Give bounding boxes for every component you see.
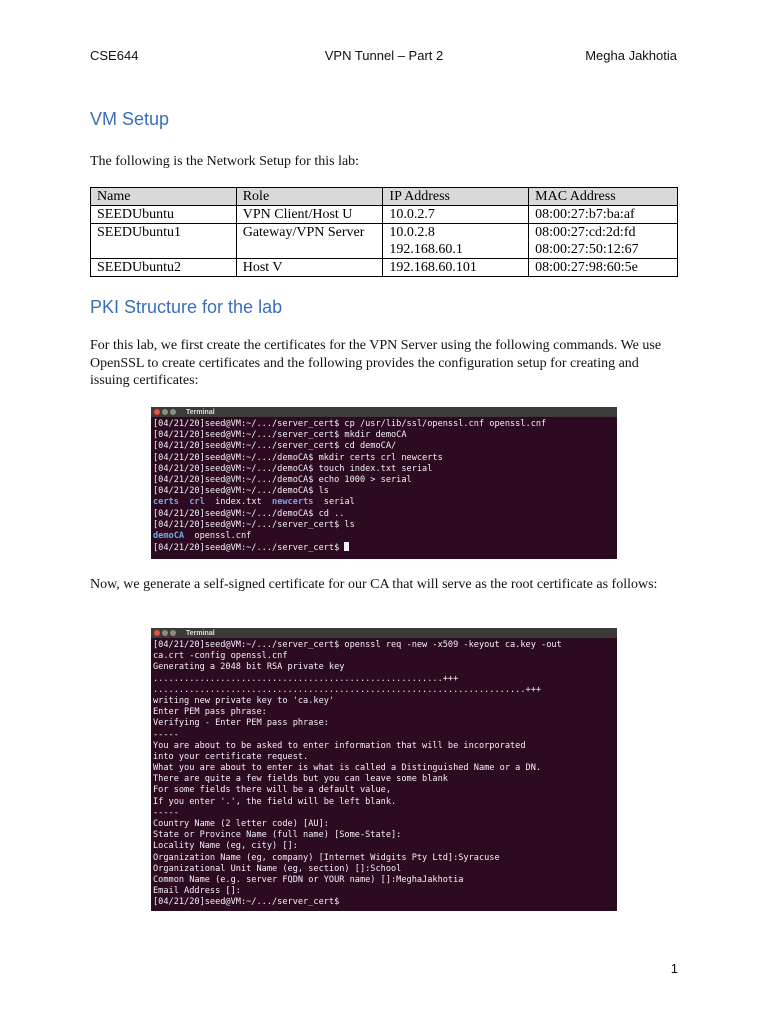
terminal-text: What you are about to enter is what is called a Distinguished Name or a DN. [153,763,542,774]
cell-mac-address-line: 08:00:27:98:60:5e [535,260,638,275]
terminal-line [153,808,615,819]
terminal-text: Email Address []: [153,886,241,897]
terminal-text: openssl.cnf [184,530,252,541]
cell-mac-address [529,259,678,277]
minimize-icon [162,630,168,636]
terminal-text: Organization Name (eg, company) [Internet Widgits Pty Ltd]:Syracuse [153,852,500,863]
cell-role: Host V [236,259,383,277]
terminal-window-ca [151,628,617,911]
maximize-icon [170,630,176,636]
terminal-text: [04/21/20]seed@VM:~/.../server_cert$ mkdir demoCA [153,430,407,441]
cell-name: SEEDUbuntu1 [91,224,237,259]
terminal-line [153,819,615,830]
terminal-text: [04/21/20]seed@VM:~/.../demoCA$ ls [153,486,329,497]
terminal-text [179,497,189,507]
terminal-line [153,520,615,531]
maximize-icon [170,409,176,415]
close-icon [154,630,160,636]
page-number: 1 [670,961,678,976]
terminal-text: [04/21/20]seed@VM:~/.../demoCA$ mkdir certs crl newcerts [153,452,443,463]
directory-name: newcerts [272,497,314,508]
pki-intro-paragraph: For this lab, we first create the certificates for the VPN Server using the following commands. We use OpenSSL to create certificates and the following provides the configuration setup for creating and issuing certificates: [90,338,662,388]
terminal-line [153,774,615,785]
terminal-line [153,464,615,475]
header-author: Megha Jakhotia [585,48,677,63]
terminal-line [153,497,615,508]
terminal-text: ----- [153,807,179,818]
section-heading-vm-setup: VM Setup [90,109,170,129]
terminal-text: writing new private key to 'ca.key' [153,695,335,706]
terminal-line [153,674,615,685]
terminal-output [151,417,617,553]
terminal-text: [04/21/20]seed@VM:~/.../server_cert$ ls [153,519,355,530]
terminal-text: [04/21/20]seed@VM:~/.../server_cert$ openssl req -new -x509 -keyout ca.key -out [153,640,562,650]
cell-ip-address [383,224,529,259]
terminal-line [153,662,615,673]
terminal-text: [04/21/20]seed@VM:~/.../server_cert$ [153,543,345,554]
section-heading-pki: PKI Structure for the lab [90,297,283,317]
cell-ip-address-line: 10.0.2.7 [389,207,435,222]
terminal-text: [04/21/20]seed@VM:~/.../server_cert$ cp /usr/lib/ssl/openssl.cnf openssl.cnf [153,419,547,429]
terminal-line [153,841,615,852]
cell-ip-address-line: 10.0.2.8 [389,225,435,240]
table-row [91,224,678,259]
terminal-line [153,897,615,908]
terminal-line [153,763,615,774]
terminal-line [153,685,615,696]
terminal-window-setup [151,407,617,559]
terminal-text: ........................................................................+++ [153,684,542,695]
terminal-text: There are quite a few fields but you can leave some blank [153,774,448,785]
cell-ip-address [383,259,529,277]
table-row [91,259,678,277]
terminal-line [153,853,615,864]
terminal-text: Country Name (2 letter code) [AU]: [153,819,329,829]
terminal-line [153,696,615,707]
terminal-line [153,509,615,520]
terminal-line [153,741,615,752]
terminal-line [153,707,615,718]
cursor-icon [344,542,349,551]
cell-name: SEEDUbuntu2 [91,259,237,277]
terminal-text: Verifying - Enter PEM pass phrase: [153,718,329,729]
minimize-icon [162,409,168,415]
cell-ip-address-line: 192.168.60.1 [389,242,463,257]
cell-mac-address [529,224,678,259]
terminal-text: index.txt [204,497,273,508]
terminal-line [153,752,615,763]
terminal-line [153,651,615,662]
terminal-line [153,475,615,486]
terminal-titlebar [151,407,617,417]
directory-name: certs [153,497,179,508]
terminal-text: ca.crt -config openssl.cnf [153,651,288,662]
terminal-line [153,830,615,841]
terminal-line [153,640,615,651]
terminal-line [153,718,615,729]
cell-ip-address-line: 192.168.60.101 [389,260,477,275]
terminal-text: Common Name (e.g. server FQDN or YOUR name) []:MeghaJakhotia [153,874,464,885]
terminal-text: Locality Name (eg, city) []: [153,841,298,852]
terminal-line [153,486,615,497]
terminal-title: Terminal [186,408,215,416]
table-header-row [91,188,678,206]
directory-name: demoCA [153,530,185,541]
terminal-titlebar [151,628,617,638]
ca-intro-paragraph: Now, we generate a self-signed certificate for our CA that will serve as the root certificate as follows: [90,577,658,592]
terminal-text: [04/21/20]seed@VM:~/.../server_cert$ cd demoCA/ [153,441,397,452]
cell-role: Gateway/VPN Server [236,224,383,259]
cell-ip-address [383,206,529,224]
terminal-title: Terminal [186,629,215,637]
vm-setup-intro: The following is the Network Setup for this lab: [90,154,360,169]
table-header-cell: MAC Address [529,188,678,206]
terminal-line [153,864,615,875]
terminal-text: Organizational Unit Name (eg, section) []:School [153,863,402,874]
terminal-line [153,419,615,430]
terminal-text: [04/21/20]seed@VM:~/.../demoCA$ echo 1000 > serial [153,474,412,485]
terminal-text: Enter PEM pass phrase: [153,707,267,718]
table-header-cell: Role [236,188,383,206]
terminal-text: You are about to be asked to enter information that will be incorporated [153,740,526,751]
terminal-line [153,542,615,553]
cell-mac-address-line: 08:00:27:cd:2d:fd [535,225,636,240]
terminal-text: ........................................................+++ [153,673,459,684]
terminal-line [153,531,615,542]
terminal-line [153,730,615,741]
table-header-cell: Name [91,188,237,206]
terminal-line [153,430,615,441]
table-row [91,206,678,224]
terminal-text: [04/21/20]seed@VM:~/.../demoCA$ touch index.txt serial [153,463,433,474]
terminal-line [153,785,615,796]
table-header-cell: IP Address [383,188,529,206]
cell-name: SEEDUbuntu [91,206,237,224]
terminal-line [153,441,615,452]
terminal-text: [04/21/20]seed@VM:~/.../demoCA$ cd .. [153,508,345,519]
cell-mac-address-line: 08:00:27:50:12:67 [535,242,639,257]
directory-name: crl [189,497,205,508]
header-title: VPN Tunnel – Part 2 [324,48,444,63]
cell-role: VPN Client/Host U [236,206,383,224]
cell-mac-address-line: 08:00:27:b7:ba:af [535,207,635,222]
terminal-text: For some fields there will be a default value, [153,785,391,796]
terminal-text: into your certificate request. [153,751,309,762]
terminal-text: If you enter '.', the field will be left blank. [153,796,397,807]
terminal-text: Generating a 2048 bit RSA private key [153,662,345,673]
terminal-text: serial [313,497,355,508]
terminal-line [153,875,615,886]
header-course: CSE644 [90,48,139,63]
terminal-line [153,886,615,897]
terminal-text: State or Province Name (full name) [Some-State]: [153,830,402,841]
terminal-line [153,797,615,808]
close-icon [154,409,160,415]
terminal-text: ----- [153,729,179,740]
cell-mac-address [529,206,678,224]
terminal-line [153,453,615,464]
network-setup-table [90,187,678,277]
terminal-output [151,638,617,909]
terminal-text: [04/21/20]seed@VM:~/.../server_cert$ [153,897,340,908]
